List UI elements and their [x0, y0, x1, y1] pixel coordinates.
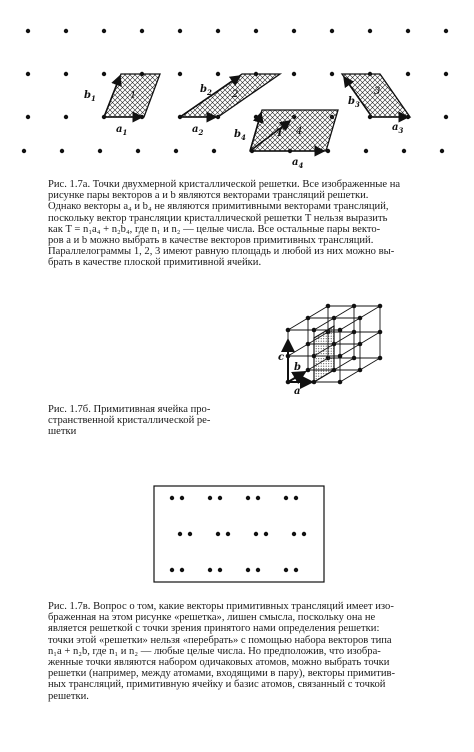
caption-c-line: является решеткой с точки зрения принятого нами определения решетки:	[48, 623, 380, 635]
lattice-point	[246, 496, 250, 500]
caption-figure-b	[48, 404, 260, 438]
lattice-point	[368, 29, 372, 33]
lattice-point	[22, 149, 26, 153]
lattice-point	[358, 316, 363, 321]
lattice-point	[332, 316, 337, 321]
lattice-point	[444, 29, 448, 33]
lattice-point	[358, 368, 363, 373]
lattice-point	[292, 29, 296, 33]
lattice-point	[378, 304, 383, 309]
lattice-point	[378, 330, 383, 335]
lattice-point	[26, 115, 30, 119]
caption-figure-c	[48, 601, 452, 702]
lattice-point	[306, 316, 311, 321]
lattice-edge	[334, 358, 354, 370]
lattice-point	[302, 532, 306, 536]
lattice-point	[64, 29, 68, 33]
lattice-edge	[360, 306, 380, 318]
lattice-point	[294, 496, 298, 500]
lattice-point	[26, 29, 30, 33]
lattice-point	[378, 356, 383, 361]
lattice-point	[406, 72, 410, 76]
lattice-point	[440, 149, 444, 153]
lattice-edge	[308, 306, 328, 318]
lattice-point	[292, 532, 296, 536]
lattice-point	[352, 304, 357, 309]
lattice-point	[60, 149, 64, 153]
lattice-edge	[360, 358, 380, 370]
caption-c-line: решетки (например, между атомами, входящими в пару), векторы примитив-	[48, 668, 396, 680]
caption-a-line: брать в качестве плоской примитивной ячейки.	[48, 257, 262, 269]
lattice-point	[364, 149, 368, 153]
lattice-edge	[288, 318, 308, 330]
figure-2d-lattice	[0, 0, 474, 175]
lattice-point	[218, 496, 222, 500]
caption-a-line: Рис. 1.7а. Точки двухмерной кристаллической решетки. Все изображенные на	[48, 179, 401, 190]
caption-b-line: странственной кристаллической ре-	[48, 415, 211, 427]
cell-number-1: 1	[130, 90, 137, 101]
label-a3: $a_3$	[392, 122, 404, 135]
lattice-point	[306, 342, 311, 347]
label-a2: $a_2$	[192, 124, 204, 137]
lattice-point	[64, 115, 68, 119]
lattice-point	[178, 29, 182, 33]
label-b2: $b_2$	[200, 84, 212, 97]
lattice-point	[98, 149, 102, 153]
lattice-edge	[340, 344, 360, 356]
lattice-point	[284, 496, 288, 500]
caption-a-line: поскольку вектор трансляции кристаллической решетки T нельзя выразить	[48, 212, 388, 224]
vector-b	[288, 372, 305, 382]
lattice-point	[246, 568, 250, 572]
label-b4: $b_4$	[234, 129, 246, 142]
lattice-point	[174, 149, 178, 153]
lattice-point	[338, 380, 343, 385]
caption-figure-a	[48, 179, 452, 269]
lattice-point	[406, 29, 410, 33]
lattice-edge	[340, 370, 360, 382]
lattice-point	[180, 496, 184, 500]
cell-number-2: 2	[232, 89, 239, 100]
figure-3d-lattice	[260, 300, 430, 440]
lattice-point	[140, 29, 144, 33]
label-c: c	[278, 352, 285, 363]
lattice-point	[352, 330, 357, 335]
lattice-point	[338, 328, 343, 333]
lattice-point	[402, 149, 406, 153]
cell-number-4: 4	[296, 126, 303, 137]
caption-a-line: рисунке пары векторов a и b являются векторами трансляций решетки.	[48, 190, 369, 202]
lattice-edge	[334, 306, 354, 318]
lattice-point	[170, 568, 174, 572]
lattice-point	[444, 72, 448, 76]
lattice-point	[212, 149, 216, 153]
lattice-point	[338, 354, 343, 359]
lattice-point	[102, 29, 106, 33]
lattice-edge	[360, 332, 380, 344]
lattice-point	[286, 328, 291, 333]
label-a: a	[294, 386, 301, 397]
cell-4	[250, 110, 338, 151]
lattice-point	[306, 368, 311, 373]
lattice-point	[102, 72, 106, 76]
lattice-point	[26, 72, 30, 76]
figure-pair-pattern	[150, 484, 330, 588]
caption-a-line: ров a и b можно выбрать в качестве векторов примитивных трансляций.	[48, 235, 374, 247]
lattice-edge	[288, 344, 308, 356]
lattice-edge	[334, 332, 354, 344]
caption-c-line: Рис. 1.7в. Вопрос о том, какие векторы примитивных трансляций имеет изо-	[48, 601, 394, 612]
lattice-point	[358, 342, 363, 347]
lattice-point	[292, 72, 296, 76]
caption-a-line: Параллелограммы 1, 2, 3 имеют равную площадь и любой из них можно вы-	[48, 246, 395, 258]
lattice-point	[136, 149, 140, 153]
caption-c-line: браженная на этом рисунке «решетка», лишен смысла, поскольку она не	[48, 612, 376, 624]
caption-a-line: Однако векторы a₄ и b₄ не являются примитивными векторами трансляций,	[48, 201, 389, 213]
lattice-point	[216, 29, 220, 33]
caption-a-line: как T = n₁a₄ + n₂b₄, где n₁ и n₂ — целые числа. Все остальные пары векто-	[48, 223, 381, 235]
lattice-point	[254, 29, 258, 33]
lattice-point	[444, 115, 448, 119]
caption-c-line: точки этой «решетки» нельзя «перебрать» с помощью набора векторов типа	[48, 634, 392, 646]
lattice-point	[294, 568, 298, 572]
lattice-point	[330, 72, 334, 76]
caption-c-line: решетки.	[48, 690, 89, 702]
lattice-point	[178, 532, 182, 536]
label-b3: $b_3$	[348, 96, 360, 109]
lattice-point	[284, 568, 288, 572]
label-b: b	[294, 362, 301, 373]
lattice-point	[256, 496, 260, 500]
pair-dots	[170, 496, 306, 572]
lattice-point	[254, 532, 258, 536]
lattice-point	[352, 356, 357, 361]
lattice-point	[208, 496, 212, 500]
lattice-point	[208, 568, 212, 572]
lattice-point	[64, 72, 68, 76]
lattice-point	[188, 532, 192, 536]
lattice-point	[256, 568, 260, 572]
lattice-point	[312, 328, 317, 333]
lattice-point	[170, 496, 174, 500]
lattice-point	[326, 304, 331, 309]
cell-number-3: 3	[374, 86, 381, 97]
lattice-point	[226, 532, 230, 536]
lattice-edge	[340, 318, 360, 330]
label-a1: $a_1$	[116, 124, 128, 137]
lattice-point	[264, 532, 268, 536]
lattice-point	[216, 72, 220, 76]
lattice-point	[216, 532, 220, 536]
lattice-point	[330, 29, 334, 33]
lattice-point	[180, 568, 184, 572]
caption-b-line: шетки	[48, 426, 77, 438]
label-T: T	[276, 128, 284, 139]
caption-c-line: ных трансляций, примитивную ячейку и базис атомов, связанный с точкой	[48, 679, 386, 691]
lattice-point	[254, 115, 258, 119]
caption-c-line: n₁a + n₂b, где n₁ и n₂ — любые целые числа. Но предположив, что изобра-	[48, 645, 381, 657]
label-a4: $a_4$	[292, 157, 304, 170]
lattice-point	[218, 568, 222, 572]
caption-c-line: женные точки являются набором одичаковых атомов, можно выбрать точки	[48, 657, 390, 669]
lattice-point	[178, 72, 182, 76]
primitive-cell-face	[314, 326, 334, 382]
label-b1: $b_1$	[84, 90, 96, 103]
caption-b-line: Рис. 1.7б. Примитивная ячейка про-	[48, 404, 211, 415]
